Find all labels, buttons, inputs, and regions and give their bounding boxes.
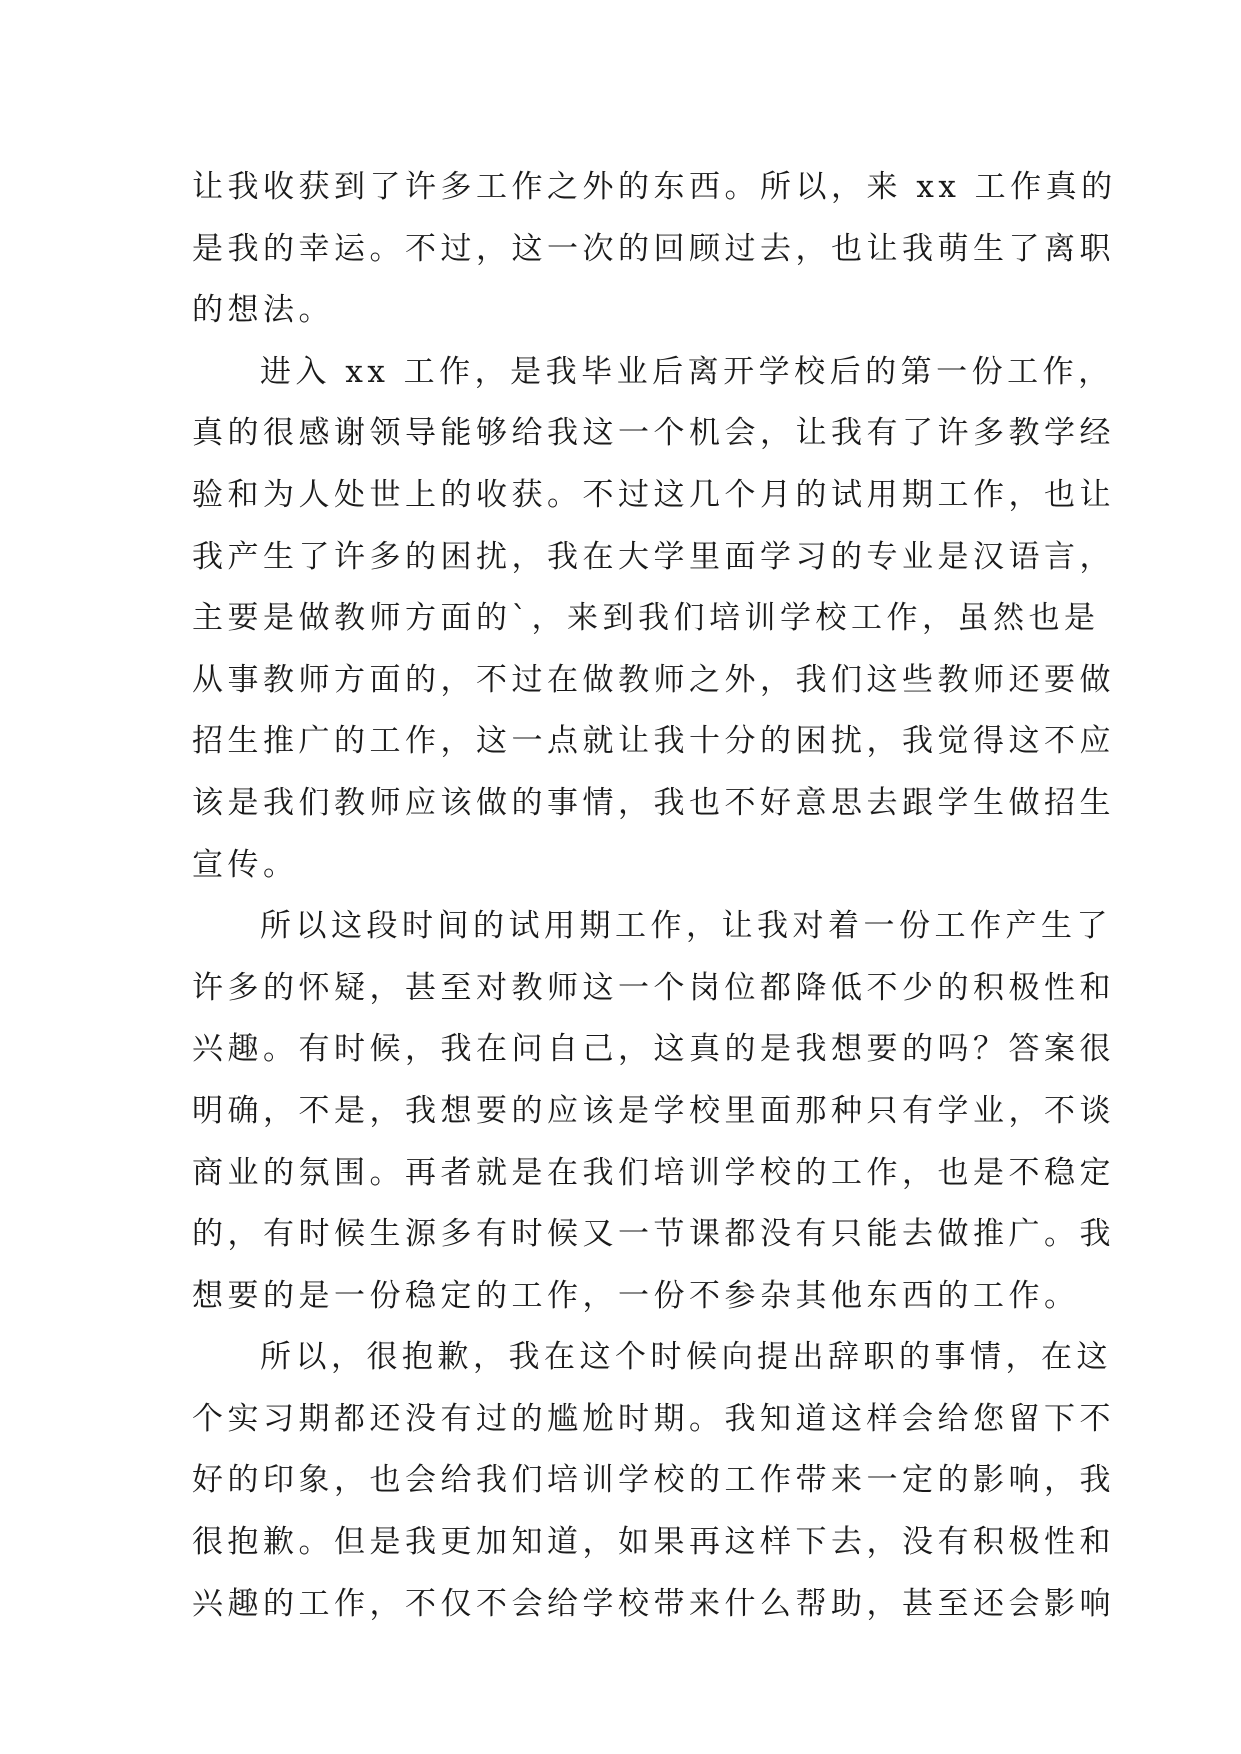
- text-line: 进入 xx 工作，是我毕业后离开学校后的第一份工作，: [260, 353, 1114, 390]
- text-line: 兴趣。有时候，我在问自己，这真的是我想要的吗？答案很: [192, 1031, 1115, 1068]
- body-text: [192, 157, 1117, 1635]
- text-line: 该是我们教师应该做的事情，我也不好意思去跟学生做招生: [192, 784, 1115, 821]
- text-line: 所以，很抱歉，我在这个时候向提出辞职的事情，在这: [260, 1339, 1112, 1376]
- text-line: 招生推广的工作，这一点就让我十分的困扰，我觉得这不应: [192, 723, 1115, 760]
- text-line: 想要的是一份稳定的工作，一份不参杂其他东西的工作。: [192, 1277, 1080, 1314]
- text-line: 的想法。: [192, 292, 334, 329]
- paragraph: [192, 157, 1117, 342]
- text-line: 我产生了许多的困扰，我在大学里面学习的专业是汉语言，: [192, 538, 1115, 575]
- text-line: 主要是做教师方面的`，来到我们培训学校工作，虽然也是: [192, 600, 1100, 637]
- text-line: 好的印象，也会给我们培训学校的工作带来一定的影响，我: [192, 1462, 1115, 1499]
- text-line: 许多的怀疑，甚至对教师这一个岗位都降低不少的积极性和: [192, 969, 1115, 1006]
- text-line: 让我收获到了许多工作之外的东西。所以，来 xx 工作真的: [192, 169, 1117, 205]
- paragraph: [192, 342, 1115, 896]
- text-line: 明确，不是，我想要的应该是学校里面那种只有学业，不谈: [192, 1092, 1115, 1129]
- text-line: 真的很感谢领导能够给我这一个机会，让我有了许多教学经: [192, 415, 1115, 452]
- text-line: 从事教师方面的，不过在做教师之外，我们这些教师还要做: [192, 661, 1115, 698]
- paragraph: [192, 1327, 1115, 1635]
- text-line: 宣传。: [192, 846, 299, 883]
- text-line: 所以这段时间的试用期工作，让我对着一份工作产生了: [260, 908, 1112, 945]
- paragraph: [192, 896, 1115, 1327]
- text-line: 的，有时候生源多有时候又一节课都没有只能去做推广。我: [192, 1216, 1115, 1253]
- text-line: 兴趣的工作，不仅不会给学校带来什么帮助，甚至还会影响: [192, 1585, 1115, 1622]
- text-line: 个实习期都还没有过的尴尬时期。我知道这样会给您留下不: [192, 1400, 1115, 1437]
- text-line: 是我的幸运。不过，这一次的回顾过去，也让我萌生了离职: [192, 230, 1115, 267]
- text-line: 商业的氛围。再者就是在我们培训学校的工作，也是不稳定: [192, 1154, 1115, 1191]
- text-line: 很抱歉。但是我更加知道，如果再这样下去，没有积极性和: [192, 1524, 1115, 1561]
- text-line: 验和为人处世上的收获。不过这几个月的试用期工作，也让: [192, 476, 1115, 513]
